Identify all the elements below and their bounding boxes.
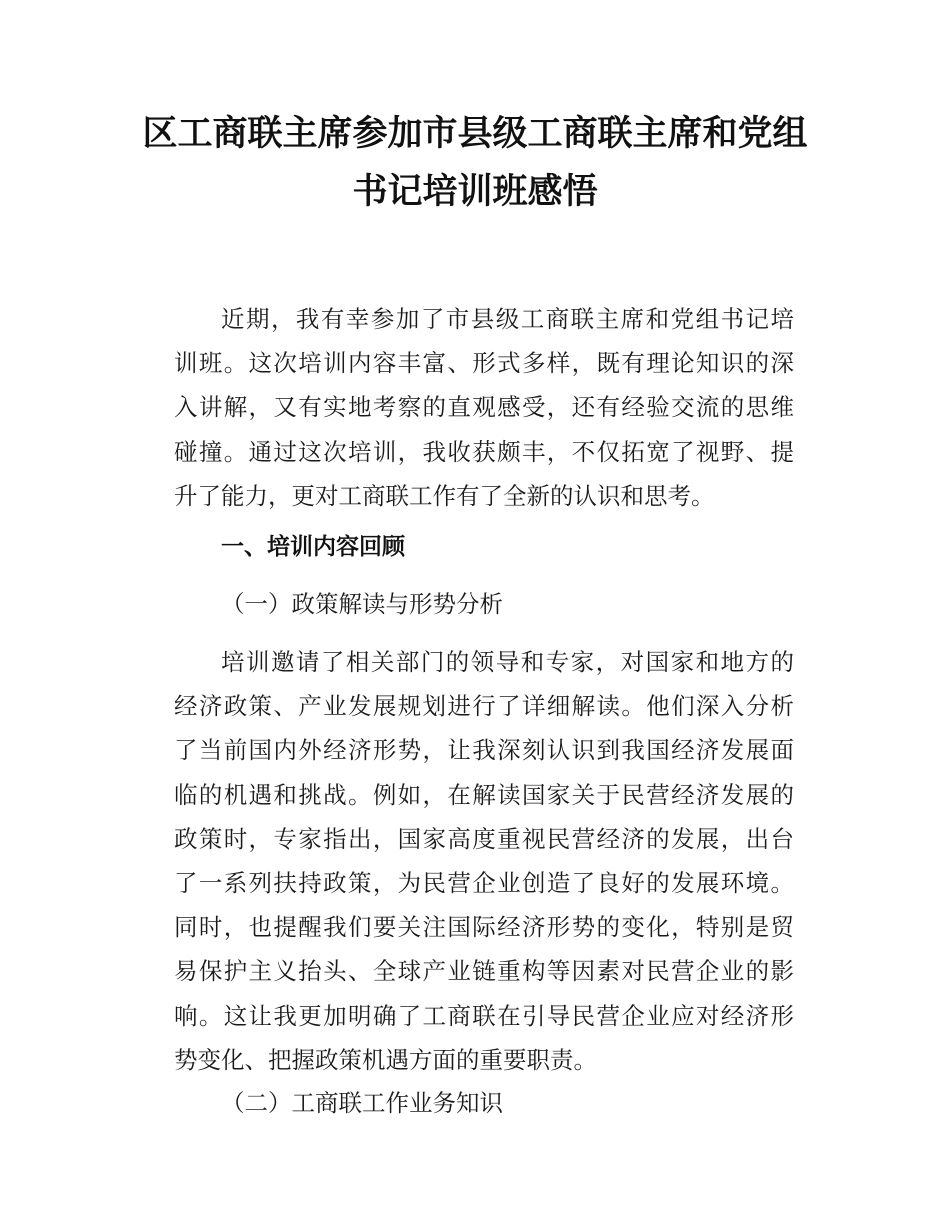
paragraph-line: 了一系列扶持政策，为民营企业创造了良好的发展环境。	[174, 868, 794, 897]
paragraph-line: 训班。这次培训内容丰富、形式多样，既有理论知识的深	[174, 349, 794, 378]
paragraph-line: 碰撞。通过这次培训，我收获颇丰，不仅拓宽了视野、提	[174, 437, 794, 466]
paragraph-line: 经济政策、产业发展规划进行了详细解读。他们深入分析	[174, 692, 794, 721]
paragraph-line: 政策时，专家指出，国家高度重视民营经济的发展，出台	[174, 824, 794, 853]
paragraph-line: 培训邀请了相关部门的领导和专家，对国家和地方的	[221, 648, 794, 676]
intro-paragraph	[174, 297, 794, 518]
document-title-line-1: 区工商联主席参加市县级工商联主席和党组	[142, 113, 808, 154]
paragraph-line: 升了能力，更对工商联工作有了全新的认识和思考。	[174, 481, 715, 510]
paragraph-line: 近期，我有幸参加了市县级工商联主席和党组书记培	[221, 305, 794, 333]
section-1-heading: 一、培训内容回顾	[221, 534, 405, 560]
subsection-2-heading: （二）工商联工作业务知识	[221, 1089, 503, 1117]
paragraph-line: 临的机遇和挑战。例如，在解读国家关于民营经济发展的	[174, 780, 794, 809]
paragraph-line: 了当前国内外经济形势，让我深刻认识到我国经济发展面	[174, 736, 794, 765]
paragraph-line: 入讲解，又有实地考察的直观感受，还有经验交流的思维	[174, 393, 794, 422]
paragraph-line: 易保护主义抬头、全球产业链重构等因素对民营企业的影	[174, 957, 794, 986]
subsection-1-heading: （一）政策解读与形势分析	[221, 590, 503, 618]
paragraph-line: 同时，也提醒我们要关注国际经济形势的变化，特别是贸	[174, 913, 794, 942]
paragraph-line: 响。这让我更加明确了工商联在引导民营企业应对经济形	[174, 1001, 794, 1030]
document-title-line-2: 书记培训班感悟	[352, 171, 598, 212]
paragraph-line: 势变化、把握政策机遇方面的重要职责。	[174, 1045, 597, 1074]
subsection-1-paragraph	[174, 640, 794, 1082]
